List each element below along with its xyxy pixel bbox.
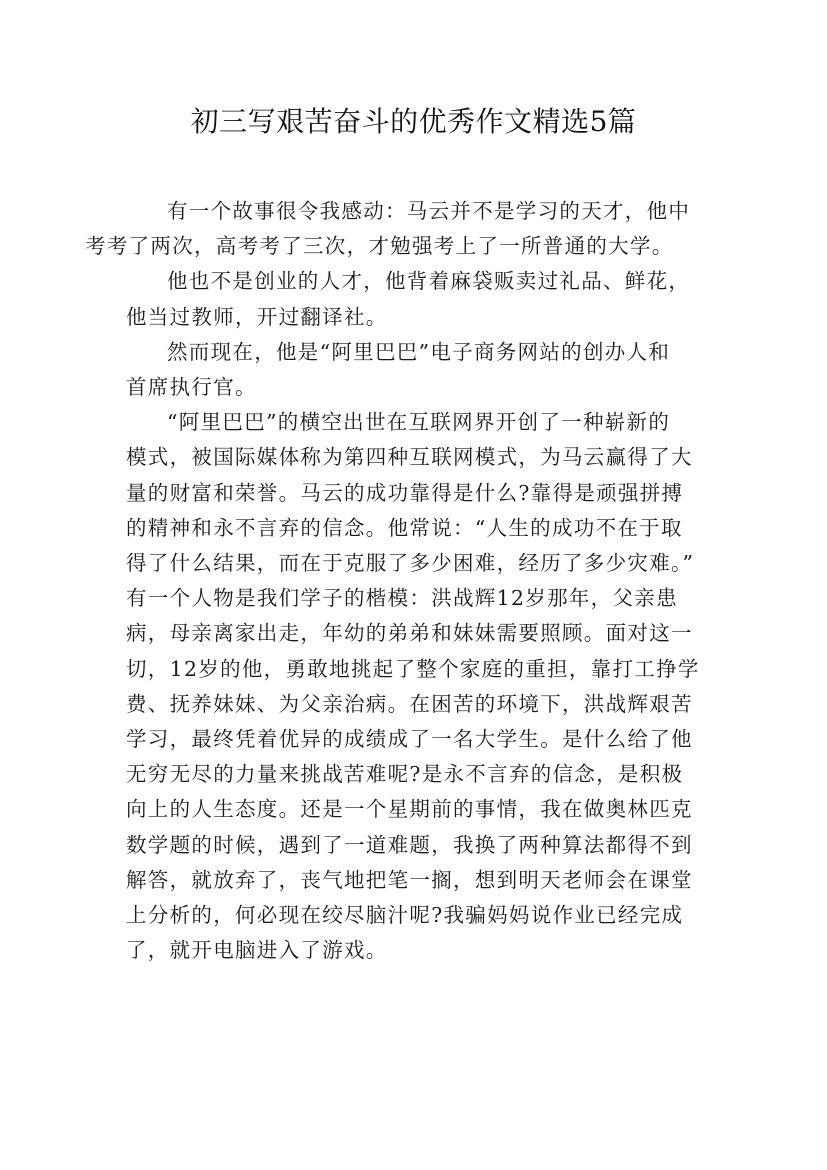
text-line: 他也不是创业的人才，他背着麻袋贩卖过礼品、鲜花， bbox=[167, 269, 691, 294]
text-line: 模式，被国际媒体称为第四种互联网模式，为马云赢得了大 bbox=[126, 445, 693, 470]
text-line: 他当过教师，开过翻译社。 bbox=[126, 304, 388, 329]
text-line: 的精神和永不言弃的信念。他常说：“人生的成功不在于取 bbox=[126, 515, 683, 540]
document-title: 初三写艰苦奋斗的优秀作文精选5篇 bbox=[190, 105, 637, 138]
paragraph-4 bbox=[126, 405, 706, 968]
text-line: “阿里巴巴”的横空出世在互联网界开创了一种崭新的 bbox=[167, 410, 671, 435]
paragraph-2 bbox=[126, 264, 706, 334]
text-line: 然而现在，他是“阿里巴巴”电子商务网站的创办人和 bbox=[167, 339, 671, 364]
text-line: 切，12岁的他，勇敢地挑起了整个家庭的重担，靠打工挣学 bbox=[126, 656, 700, 681]
document-body bbox=[85, 194, 706, 968]
text-line: 了，就开电脑进入了游戏。 bbox=[126, 938, 388, 963]
text-line: 得了什么结果，而在于克服了多少困难，经历了多少灾难。” bbox=[126, 551, 695, 576]
text-line: 考考了两次，高考考了三次，才勉强考上了一所普通的大学。 bbox=[85, 234, 674, 259]
text-line: 有一个故事很令我感动：马云并不是学习的天才，他中 bbox=[167, 199, 691, 223]
text-line: 首席执行官。 bbox=[126, 375, 257, 400]
text-line: 量的财富和荣誉。马云的成功靠得是什么?靠得是顽强拼搏 bbox=[126, 480, 684, 505]
text-line: 上分析的，何必现在绞尽脑汁呢?我骗妈妈说作业已经完成 bbox=[126, 903, 684, 928]
text-line: 有一个人物是我们学子的楷模：洪战辉12岁那年，父亲患 bbox=[126, 586, 678, 611]
paragraph-3 bbox=[126, 335, 706, 405]
paragraph-1 bbox=[85, 194, 706, 264]
text-line: 病，母亲离家出走，年幼的弟弟和妹妹需要照顾。面对这一 bbox=[126, 621, 693, 646]
text-line: 学习，最终凭着优异的成绩成了一名大学生。是什么给了他 bbox=[126, 727, 693, 752]
text-line: 费、抚养妹妹、为父亲治病。在困苦的环境下，洪战辉艰苦 bbox=[126, 691, 693, 716]
text-line: 数学题的时候，遇到了一道难题，我换了两种算法都得不到 bbox=[126, 832, 693, 857]
text-line: 解答，就放弃了，丧气地把笔一搁，想到明天老师会在课堂 bbox=[126, 867, 693, 892]
text-line: 无穷无尽的力量来挑战苦难呢?是永不言弃的信念，是积极 bbox=[126, 762, 684, 787]
text-line: 向上的人生态度。还是一个星期前的事情，我在做奥林匹克 bbox=[126, 797, 693, 822]
